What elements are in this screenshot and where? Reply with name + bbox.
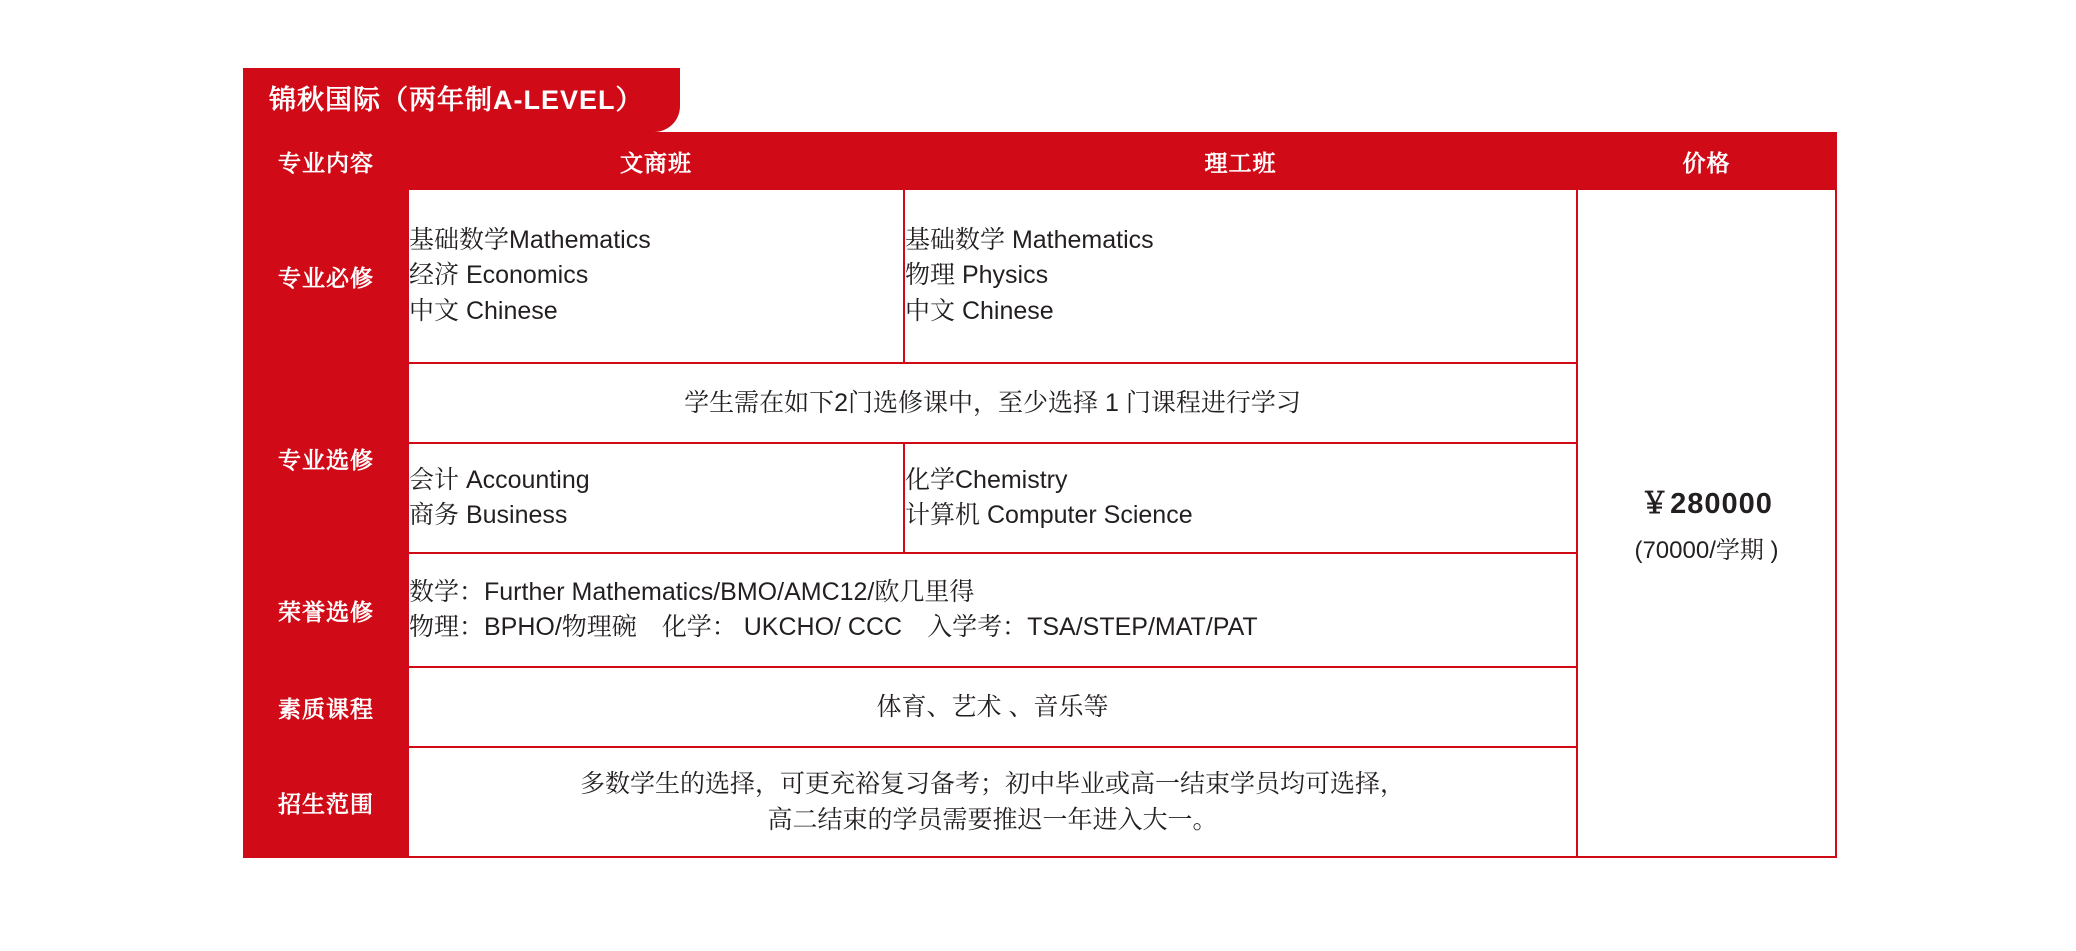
elective-science-line-1: 化学Chemistry xyxy=(905,465,1068,494)
elective-arts-line-1: 会计 Accounting xyxy=(409,465,590,494)
elective-note-cell: 学生需在如下2门选修课中，至少选择 1 门课程进行学习 xyxy=(408,363,1577,443)
row-label-elective: 专业选修 xyxy=(244,363,408,553)
price-cell xyxy=(1577,189,1836,857)
course-table xyxy=(243,132,1837,858)
row-label-quality: 素质课程 xyxy=(244,667,408,747)
required-arts-line-3: 中文 Chinese xyxy=(409,296,558,325)
quality-cell: 体育、艺术 、音乐等 xyxy=(408,667,1577,747)
course-sheet xyxy=(243,68,1835,858)
row-label-scope: 招生范围 xyxy=(244,747,408,857)
elective-arts-cell xyxy=(408,443,904,553)
elective-science-cell xyxy=(904,443,1577,553)
required-science-cell xyxy=(904,189,1577,363)
column-header-science: 理工班 xyxy=(904,133,1577,189)
program-title-tab: 锦秋国际（两年制A-LEVEL） xyxy=(243,68,680,132)
column-header-arts: 文商班 xyxy=(408,133,904,189)
row-label-honors: 荣誉选修 xyxy=(244,553,408,667)
price-amount: ￥280000 xyxy=(1640,488,1773,520)
honors-line-1: 数学：Further Mathematics/BMO/AMC12/欧几里得 xyxy=(409,577,975,606)
required-science-line-3: 中文 Chinese xyxy=(905,296,1054,325)
required-arts-line-2: 经济 Economics xyxy=(409,261,589,290)
required-arts-line-1: 基础数学Mathematics xyxy=(409,225,651,254)
required-arts-cell xyxy=(408,189,904,363)
elective-science-line-2: 计算机 Computer Science xyxy=(905,501,1193,529)
row-label-required: 专业必修 xyxy=(244,189,408,363)
scope-cell xyxy=(408,747,1577,857)
honors-cell xyxy=(408,553,1577,667)
elective-arts-line-2: 商务 Business xyxy=(409,501,568,529)
required-science-line-1: 基础数学 Mathematics xyxy=(905,225,1154,254)
column-header-price: 价格 xyxy=(1577,133,1836,189)
table-row-required xyxy=(244,189,1836,363)
table-header-row xyxy=(244,133,1836,189)
price-note: (70000/学期 ) xyxy=(1634,537,1779,564)
column-header-content: 专业内容 xyxy=(244,133,408,189)
scope-line-1: 多数学生的选择，可更充裕复习备考；初中毕业或高一结束学员均可选择， xyxy=(579,769,1405,798)
required-science-line-2: 物理 Physics xyxy=(905,261,1049,290)
scope-line-2: 高二结束的学员需要推迟一年进入大一。 xyxy=(767,806,1218,834)
honors-line-2: 物理：BPHO/物理碗 化学： UKCHO/ CCC 入学考：TSA/STEP/MAT/PAT xyxy=(409,613,1258,641)
